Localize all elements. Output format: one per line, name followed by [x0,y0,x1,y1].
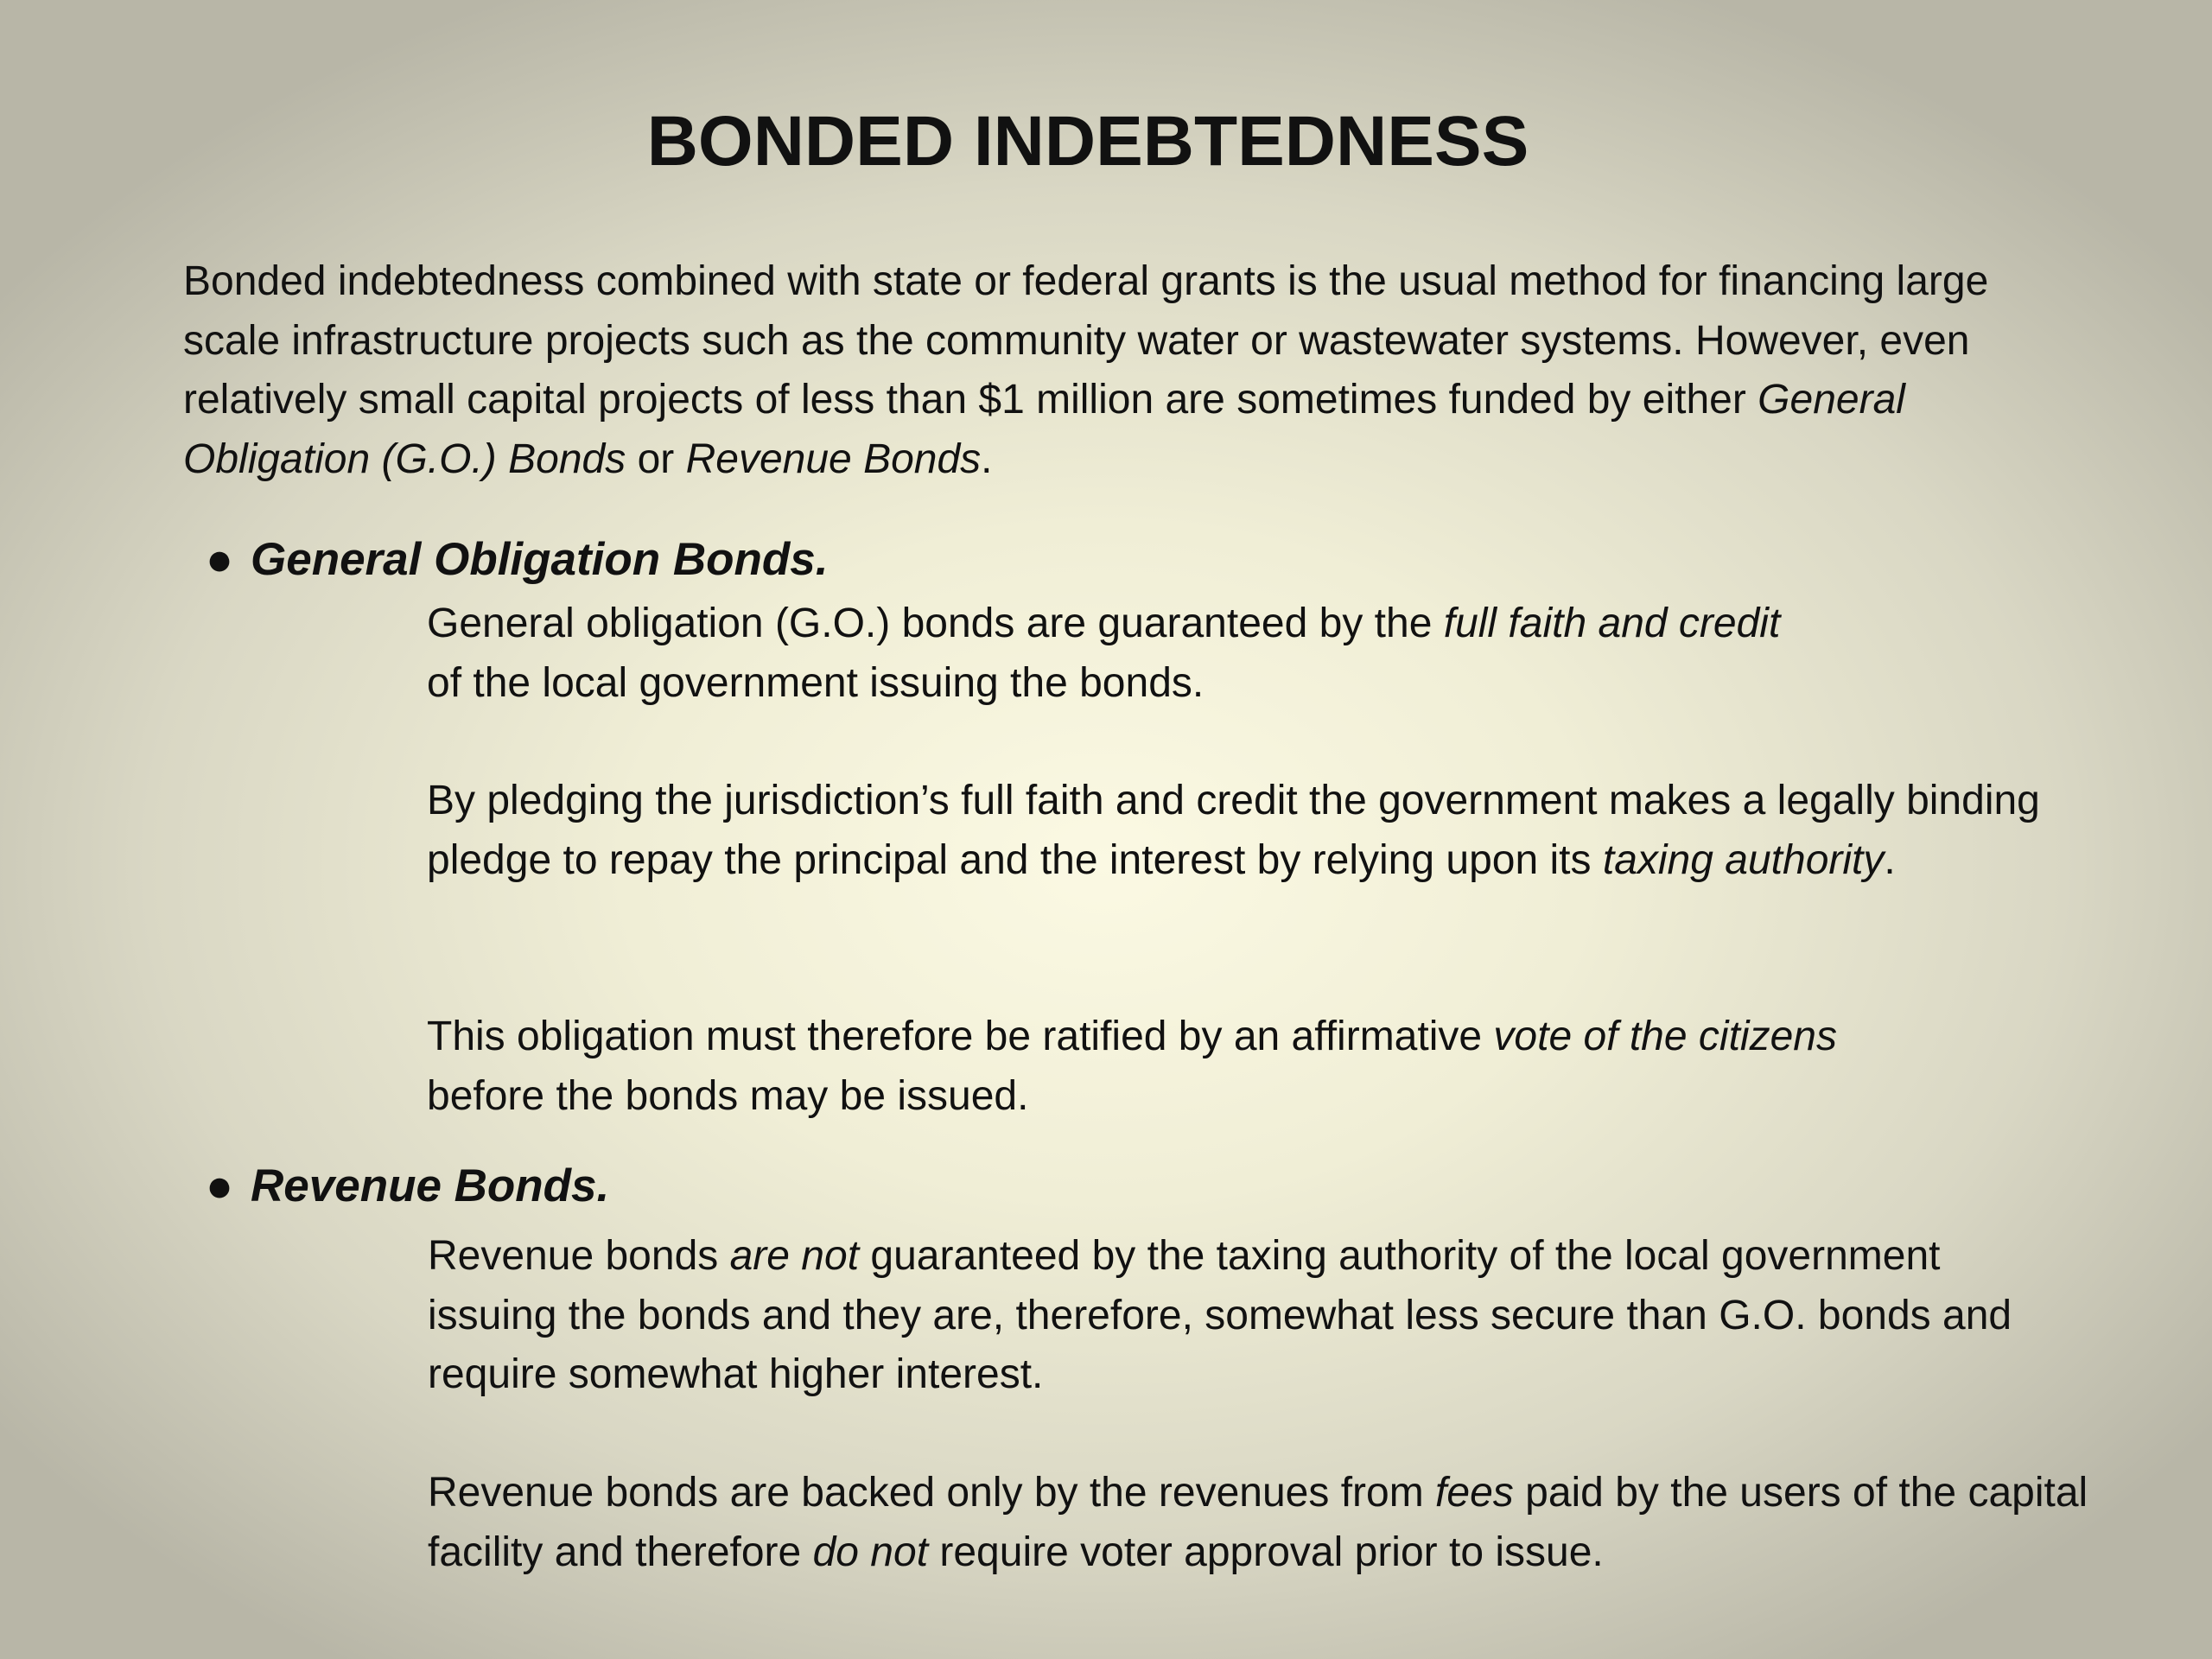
bullet-icon: ● [206,1160,234,1211]
intro-paragraph [183,252,2041,489]
bullet-heading-revenue-bonds [206,1155,609,1217]
go-bonds-paragraph-1 [427,594,1792,713]
bullet-heading-label: General Obligation Bonds. [251,534,829,585]
paragraph-text: paid by the users of the capital facility and therefore [428,1470,2088,1575]
bullet-heading-label: Revenue Bonds. [251,1160,610,1211]
paragraph-emphasis: taxing authority [1602,836,1885,883]
paragraph-text: guaranteed by the taxing authority of the local government issuing the bonds and they are, therefore, somewhat less secure than G.O. bonds and require somewhat higher interest. [428,1233,2012,1397]
paragraph-emphasis: full faith and credit [1443,601,1781,646]
paragraph-text: of the local government issuing the bonds. [427,659,1205,706]
intro-emphasis-revenue-bonds: Revenue Bonds [685,435,982,482]
bullet-icon: ● [206,534,234,585]
intro-text: or [626,435,686,482]
paragraph-text: General obligation (G.O.) bonds are guaranteed by the [427,601,1444,646]
paragraph-emphasis: fees [1435,1470,1514,1516]
revenue-bonds-paragraph-2 [428,1464,2104,1582]
paragraph-text: Revenue bonds are backed only by the revenues from [428,1470,1436,1516]
paragraph-emphasis: are not [729,1233,860,1279]
intro-emphasis-go-bonds: General Obligation (G.O.) Bonds [183,377,1905,482]
paragraph-text: . [1884,836,1896,883]
go-bonds-paragraph-2 [427,772,2069,890]
paragraph-emphasis: vote of the citizens [1493,1014,1837,1059]
paragraph-text: Revenue bonds [428,1233,730,1279]
paragraph-text: This obligation must therefore be ratified by an affirmative [427,1014,1494,1059]
intro-text: Bonded indebtedness combined with state or federal grants is the usual method for financing large scale infrastructure projects such as the community water or wastewater systems. However, even relatively small capital projects of less than $1 million are sometimes funded by either [183,258,1989,423]
intro-text: . [981,435,993,482]
revenue-bonds-paragraph-1 [428,1227,2069,1405]
paragraph-emphasis: do not [812,1529,929,1575]
paragraph-text: By pledging the jurisdiction’s full faith and credit the government makes a legally binding pledge to repay the principal and the interest by relying upon its [427,778,2040,883]
paragraph-text: before the bonds may be issued. [427,1072,1029,1119]
go-bonds-paragraph-3 [427,1007,1844,1126]
paragraph-text: require voter approval prior to issue. [928,1529,1604,1575]
slide-title: BONDED INDEBTEDNESS [646,102,1529,181]
bullet-heading-go-bonds [206,529,828,591]
